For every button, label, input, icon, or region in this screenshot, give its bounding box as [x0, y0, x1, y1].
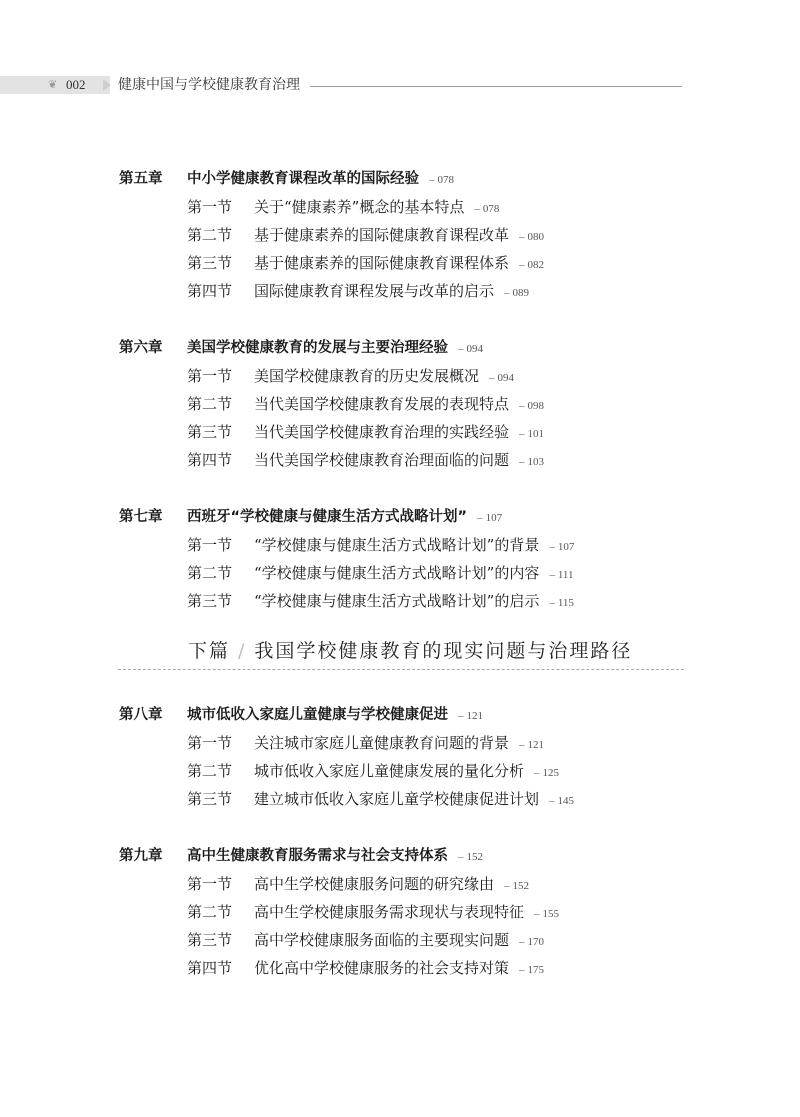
part-title: 我国学校健康教育的现实问题与治理路径 — [254, 640, 633, 662]
section-title: 国际健康教育课程发展与改革的启示 — [254, 282, 495, 300]
section-page: 078 — [482, 203, 500, 215]
section-title-wrap — [254, 390, 544, 420]
section-title: 当代美国学校健康教育治理的实践经验 — [254, 423, 510, 441]
dash-separator: – — [458, 851, 464, 863]
section-title: 建立城市低收入家庭儿童学校健康促进计划 — [254, 790, 540, 808]
section-title-wrap — [254, 559, 574, 589]
chapter-page: 152 — [466, 851, 483, 863]
chapter-number: 第五章 — [119, 171, 163, 187]
dash-separator: – — [489, 372, 495, 384]
section-title-wrap — [254, 446, 544, 476]
section-number: 第二节 — [187, 226, 233, 244]
section-title: “学校健康与健康生活方式战略计划”的背景 — [254, 536, 540, 554]
section-page: 101 — [527, 428, 545, 440]
dash-separator: – — [519, 936, 525, 948]
section-page-ref — [534, 767, 559, 779]
section-number: 第三节 — [187, 790, 233, 808]
dash-separator: – — [519, 964, 525, 976]
section-number: 第一节 — [187, 198, 233, 216]
dash-separator: – — [504, 287, 510, 299]
chapter-number: 第九章 — [119, 848, 163, 864]
section-number: 第一节 — [187, 367, 233, 385]
section-page-ref — [519, 456, 544, 468]
dash-separator: – — [458, 343, 464, 355]
section-page: 155 — [542, 908, 560, 920]
section-number: 第三节 — [187, 931, 233, 949]
section-title: 关于“健康素养”概念的基本特点 — [254, 198, 465, 216]
dashed-divider — [118, 669, 684, 670]
dash-separator: – — [549, 795, 555, 807]
section-number: 第二节 — [187, 903, 233, 921]
chapter-title: 高中生健康教育服务需求与社会支持体系 — [187, 848, 448, 864]
dash-separator: – — [519, 456, 525, 468]
section-page-ref — [489, 372, 514, 384]
section-page-ref — [549, 569, 573, 581]
chapter-title-wrap — [187, 503, 502, 532]
section-title-wrap — [254, 954, 544, 984]
section-page-ref — [519, 231, 544, 243]
section-title-wrap — [254, 785, 574, 815]
section-page-ref — [549, 541, 574, 553]
chapter-page: 107 — [485, 512, 503, 524]
chapter-title-wrap — [187, 701, 483, 730]
section-title: 美国学校健康教育的历史发展概况 — [254, 367, 480, 385]
section-title: 基于健康素养的国际健康教育课程体系 — [254, 254, 510, 272]
section-title-wrap — [254, 587, 574, 617]
section-page: 089 — [512, 287, 530, 299]
section-page-ref — [504, 880, 529, 892]
section-title-wrap — [254, 926, 544, 956]
dash-separator: – — [519, 231, 525, 243]
running-header-title: 健康中国与学校健康教育治理 — [118, 77, 300, 93]
chapter-title-wrap — [187, 842, 483, 871]
section-page: 094 — [497, 372, 515, 384]
section-title-wrap — [254, 418, 544, 448]
section-page-ref — [519, 428, 544, 440]
section-page-ref — [519, 259, 544, 271]
section-number: 第四节 — [187, 959, 233, 977]
page-number: 002 — [66, 77, 86, 92]
dash-separator: – — [519, 739, 525, 751]
chapter-title-wrap — [187, 165, 454, 194]
section-page: 175 — [527, 964, 545, 976]
section-title: 当代美国学校健康教育发展的表现特点 — [254, 395, 510, 413]
chapter-title: 中小学健康教育课程改革的国际经验 — [187, 171, 419, 187]
section-number: 第四节 — [187, 282, 233, 300]
dash-separator: – — [519, 400, 525, 412]
section-page: 145 — [557, 795, 575, 807]
section-title: 优化高中学校健康服务的社会支持对策 — [254, 959, 510, 977]
leaf-ornament-icon: ❦ — [48, 78, 58, 91]
section-title-wrap — [254, 531, 574, 561]
section-number: 第二节 — [187, 395, 233, 413]
section-title-wrap — [254, 277, 529, 307]
dash-separator: – — [429, 174, 435, 186]
chapter-page-ref — [458, 851, 483, 863]
section-title: 城市低收入家庭儿童健康发展的量化分析 — [254, 762, 525, 780]
dash-separator: – — [477, 512, 483, 524]
dash-separator: – — [534, 767, 540, 779]
section-title-wrap — [254, 729, 544, 759]
section-page-ref — [519, 964, 544, 976]
chapter-page-ref — [458, 343, 483, 355]
section-title-wrap — [254, 221, 544, 251]
chapter-number: 第六章 — [119, 340, 163, 356]
dash-separator: – — [519, 259, 525, 271]
chapter-page-ref — [477, 512, 502, 524]
part-label: 下篇 — [188, 640, 231, 662]
section-title-wrap — [254, 362, 514, 392]
chapter-page: 078 — [437, 174, 454, 186]
chapter-title-wrap — [187, 334, 483, 363]
chapter-title: 美国学校健康教育的发展与主要治理经验 — [187, 340, 448, 356]
slash-divider: / — [238, 640, 247, 662]
section-page: 080 — [527, 231, 545, 243]
section-page-ref — [519, 936, 544, 948]
header-rule — [310, 86, 682, 87]
dash-separator: – — [534, 908, 540, 920]
section-title: 当代美国学校健康教育治理面临的问题 — [254, 451, 510, 469]
section-title-wrap — [254, 249, 544, 279]
part-heading — [188, 638, 632, 664]
section-page: 103 — [527, 456, 545, 468]
triangle-arrow-icon — [103, 79, 111, 91]
section-page: 098 — [527, 400, 545, 412]
chapter-number: 第七章 — [119, 509, 163, 525]
chapter-number: 第八章 — [119, 707, 163, 723]
section-page-ref — [504, 287, 529, 299]
section-title-wrap — [254, 193, 499, 223]
section-title-wrap — [254, 898, 559, 928]
section-number: 第四节 — [187, 451, 233, 469]
section-title: 高中学校健康服务面临的主要现实问题 — [254, 931, 510, 949]
section-number: 第三节 — [187, 254, 233, 272]
chapter-title: 城市低收入家庭儿童健康与学校健康促进 — [187, 707, 448, 723]
section-number: 第一节 — [187, 875, 233, 893]
section-number: 第二节 — [187, 564, 233, 582]
section-number: 第一节 — [187, 536, 233, 554]
section-number: 第三节 — [187, 423, 233, 441]
chapter-page: 094 — [466, 343, 483, 355]
section-page: 152 — [512, 880, 530, 892]
section-page: 125 — [542, 767, 560, 779]
section-page: 111 — [557, 569, 574, 581]
section-page-ref — [519, 739, 544, 751]
section-title: “学校健康与健康生活方式战略计划”的启示 — [254, 592, 540, 610]
dash-separator: – — [549, 541, 555, 553]
section-page: 170 — [527, 936, 545, 948]
section-page-ref — [474, 203, 499, 215]
dash-separator: – — [549, 597, 555, 609]
chapter-title: 西班牙“学校健康与健康生活方式战略计划” — [187, 509, 468, 525]
section-page-ref — [534, 908, 559, 920]
dash-separator: – — [549, 569, 555, 581]
section-number: 第一节 — [187, 734, 233, 752]
section-page: 107 — [557, 541, 575, 553]
section-title: 关注城市家庭儿童健康教育问题的背景 — [254, 734, 510, 752]
section-page-ref — [549, 597, 574, 609]
dash-separator: – — [474, 203, 480, 215]
section-title-wrap — [254, 757, 559, 787]
section-title: 基于健康素养的国际健康教育课程改革 — [254, 226, 510, 244]
dash-separator: – — [504, 880, 510, 892]
dash-separator: – — [458, 710, 464, 722]
section-number: 第二节 — [187, 762, 233, 780]
chapter-page: 121 — [466, 710, 483, 722]
section-page: 082 — [527, 259, 545, 271]
section-title: “学校健康与健康生活方式战略计划”的内容 — [254, 564, 540, 582]
chapter-page-ref — [458, 710, 483, 722]
section-title: 高中生学校健康服务需求现状与表现特征 — [254, 903, 525, 921]
section-title: 高中生学校健康服务问题的研究缘由 — [254, 875, 495, 893]
dash-separator: – — [519, 428, 525, 440]
section-page: 121 — [527, 739, 545, 751]
section-page: 115 — [557, 597, 574, 609]
section-title-wrap — [254, 870, 529, 900]
section-number: 第三节 — [187, 592, 233, 610]
section-page-ref — [549, 795, 574, 807]
section-page-ref — [519, 400, 544, 412]
chapter-page-ref — [429, 174, 454, 186]
